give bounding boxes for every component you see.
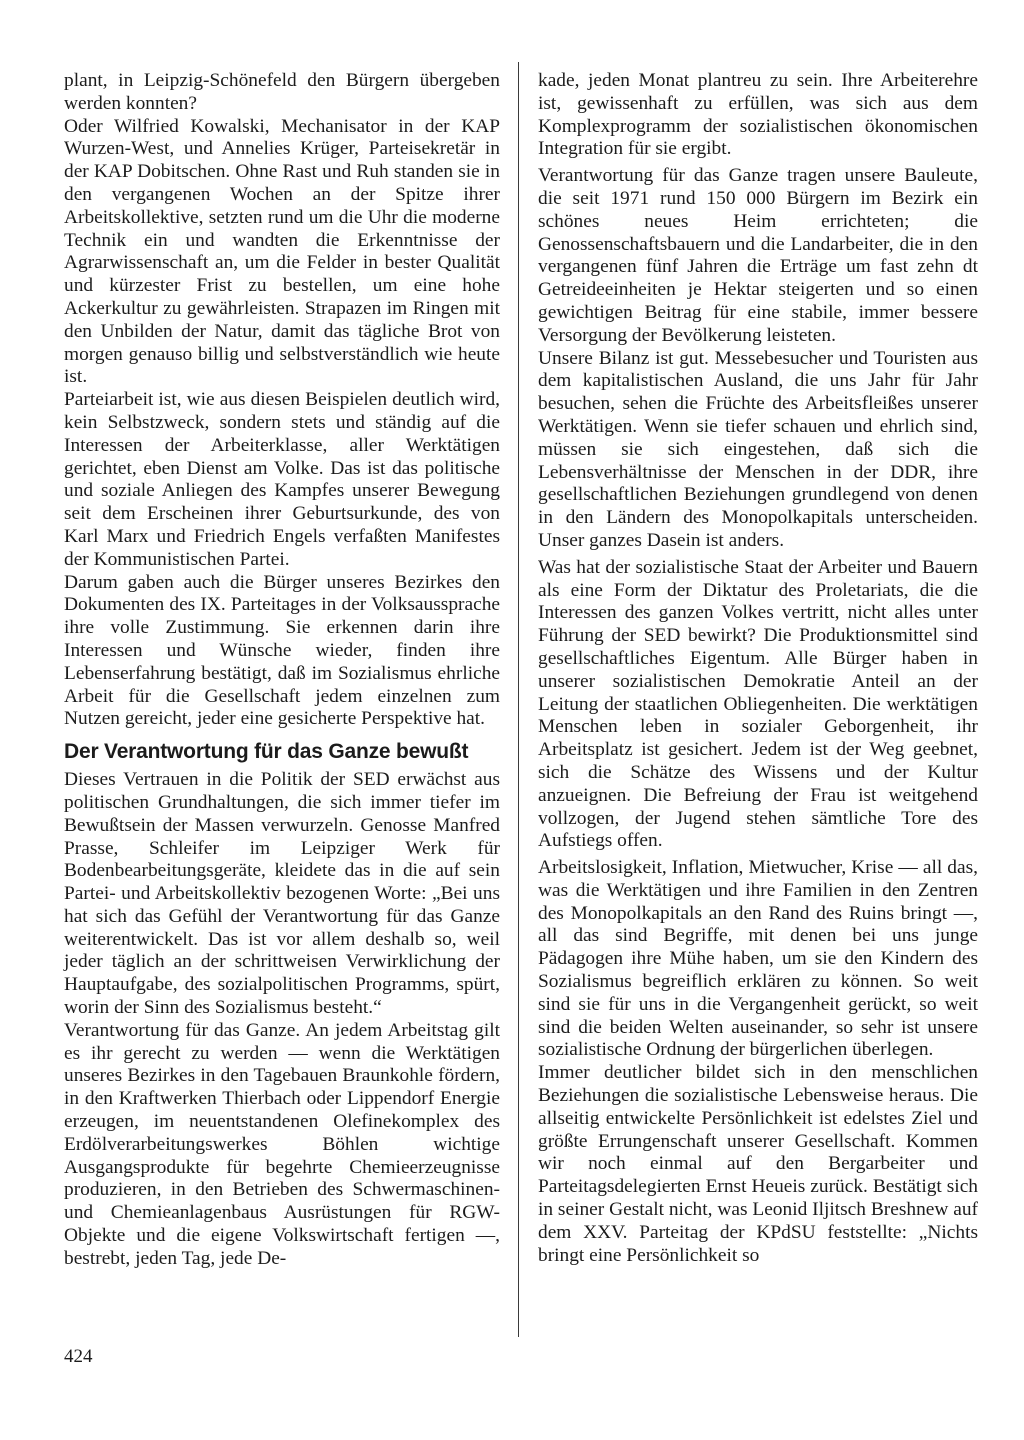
paragraph: Unsere Bilanz ist gut. Messebesucher und Touristen aus dem kapitalistischen Ausland, die uns Jahr für Jahr besuchen, sehen die Früchte des Arbeitsfleißes unserer Werktätigen. Wenn sie tiefer schauen und ehrlich sind, müssen sie sich eingestehen, daß sich die Lebensverhältnisse der Menschen in der DDR, ihre gesellschaftlichen Beziehungen grundlegend von denen in den Ländern des Monopolkapitals unterscheiden. Unser ganzes Dasein ist anders. [538, 347, 978, 551]
paragraph: Immer deutlicher bildet sich in den menschlichen Beziehungen die sozialistische Lebensweise heraus. Die allseitig entwickelte Persönlichkeit ist edelstes Ziel und größte Errungenschaft unserer Gesellschaft. Kommen wir noch einmal auf den Bergarbeiter und Parteitagsdelegierten Ernst Heueis zurück. Bestätigt sich in seiner Gestalt nicht, was Leonid Iljitsch Breshnew auf dem XXV. Parteitag der KPdSU feststellte: „Nichts bringt eine Persönlichkeit so [538, 1062, 978, 1266]
paragraph: Was hat der sozialistische Staat der Arbeiter und Bauern als eine Form der Diktatur des Proletariats, die die Interessen des ganzen Volkes vertritt, nicht alles unter Führung der SED bewirkt? Die Produktionsmittel sind gesellschaftliches Eigentum. Alle Bürger haben in unserer sozialistischen Demokratie Anteil an der Leitung der staatlichen Obliegenheiten. Die werktätigen Menschen leben in sozialer Geborgenheit, ihr Arbeitsplatz ist gesichert. Jedem ist der Weg geebnet, sich die Schätze des Wissens und der Kultur anzueignen. Die Befreiung der Frau ist weitgehend vollzogen, der Jugend stehen sämtliche Tore des Aufstiegs offen. [538, 556, 978, 852]
paragraph: kade, jeden Monat plantreu zu sein. Ihre Arbeiterehre ist, gewissenhaft zu erfüllen, was sich aus dem Komplexprogramm der sozialistischen ökonomischen Integration für sie ergibt. [538, 70, 978, 160]
paragraph: Parteiarbeit ist, wie aus diesen Beispielen deutlich wird, kein Selbstzweck, sondern stets und ständig auf die Interessen der Arbeiterklasse, aller Werktätigen gerichtet, eben Dienst am Volke. Das ist das politische und soziale Anliegen des Kampfes unserer Bewegung seit dem Erscheinen ihrer Geburtsurkunde, des von Karl Marx und Friedrich Engels verfaßten Manifestes der Kommunistischen Partei. [64, 389, 500, 570]
paragraph: Verantwortung für das Ganze tragen unsere Bauleute, die seit 1971 rund 150 000 Bürgern im Bezirk ein schönes neues Heim errichteten; die Genossenschaftsbauern und die Landarbeiter, die in den vergangenen fünf Jahren die Erträge um fast zehn dt Getreideeinheiten je Hektar steigerten und so einen gewichtigen Beitrag für eine stabile, immer bessere Versorgung der Bevölkerung leisteten. [538, 165, 978, 346]
paragraph: Arbeitslosigkeit, Inflation, Mietwucher, Krise — all das, was die Werktätigen und ihre Familien in den Zentren des Monopolkapitals an den Rand des Ruins bringt —, all das sind Begriffe, mit denen bei uns junge Pädagogen ihre Mühe haben, um sie den Kindern des Sozialismus begreiflich erklären zu können. So weit sind sie für uns in die Vergangenheit gerückt, so weit sind die beiden Welten auseinander, so sehr ist unsere sozialistische Ordnung der bürgerlichen überlegen. [538, 857, 978, 1061]
page-number: 424 [64, 1346, 93, 1367]
right-column [538, 70, 978, 1267]
paragraph: Darum gaben auch die Bürger unseres Bezirkes den Dokumenten des IX. Parteitages in der Volksaussprache ihre volle Zustimmung. Sie erkennen darin ihre Interessen und Wünsche wieder, finden ihre Lebenserfahrung bestätigt, daß im Sozialismus ehrliche Arbeit für die Gesellschaft jedem einzelnen zum Nutzen gereicht, jeder eine gesicherte Perspektive hat. [64, 571, 500, 730]
paragraph: Verantwortung für das Ganze. An jedem Arbeitstag gilt es ihr gerecht zu werden — wenn die Werktätigen unseres Bezirkes in den Tagebauen Braunkohle fördern, in den Kraftwerken Thierbach oder Lippendorf Energie erzeugen, im neuentstandenen Olefinekomplex des Erdölverarbeitungswerkes Böhlen wichtige Ausgangsprodukte für begehrte Chemieerzeugnisse produzieren, in den Betrieben des Schwermaschinen- und Chemieanlagenbaus Ausrüstungen für RGW-Objekte und die eigene Volkswirtschaft fertigen —, bestrebt, jeden Tag, jede De- [64, 1019, 500, 1269]
section-heading: Der Verantwortung für das Ganze bewußt [64, 740, 469, 764]
paragraph: Dieses Vertrauen in die Politik der SED erwächst aus politischen Grundhaltungen, die sich immer tiefer im Bewußtsein der Massen verwurzeln. Genosse Manfred Prasse, Schleifer im Leipziger Werk für Bodenbearbeitungsgeräte, kleidete das in die auf sein Partei- und Arbeitskollektiv bezogenen Worte: „Bei uns hat sich das Gefühl der Verantwortung für das Ganze weiterentwickelt. Das ist vor allem deshalb so, weil jeder täglich an der schrittweisen Verwirklichung der Hauptaufgabe, des sozialpolitischen Programms, spürt, worin der Sinn des Sozialismus besteht.“ [64, 769, 500, 1019]
paragraph: Oder Wilfried Kowalski, Mechanisator in der KAP Wurzen-West, und Annelies Krüger, Parteisekretär in der KAP Dobitschen. Ohne Rast und Ruh standen sie in den vergangenen Wochen an der Spitze ihrer Arbeitskollektive, setzten rund um die Uhr die moderne Technik ein und wandten die Erkenntnisse der Agrarwissenschaft an, um die Felder in bester Qualität und kürzester Frist zu bestellen, um eine hohe Ackerkultur zu gewährleisten. Strapazen im Ringen mit den Unbilden der Natur, damit das tägliche Brot von morgen genauso billig und selbstverständlich wie heute ist. [64, 115, 500, 388]
column-divider [518, 62, 519, 1337]
paragraph: plant, in Leipzig-Schönefeld den Bürgern übergeben werden konnten? [64, 70, 500, 114]
left-column [64, 70, 500, 1271]
